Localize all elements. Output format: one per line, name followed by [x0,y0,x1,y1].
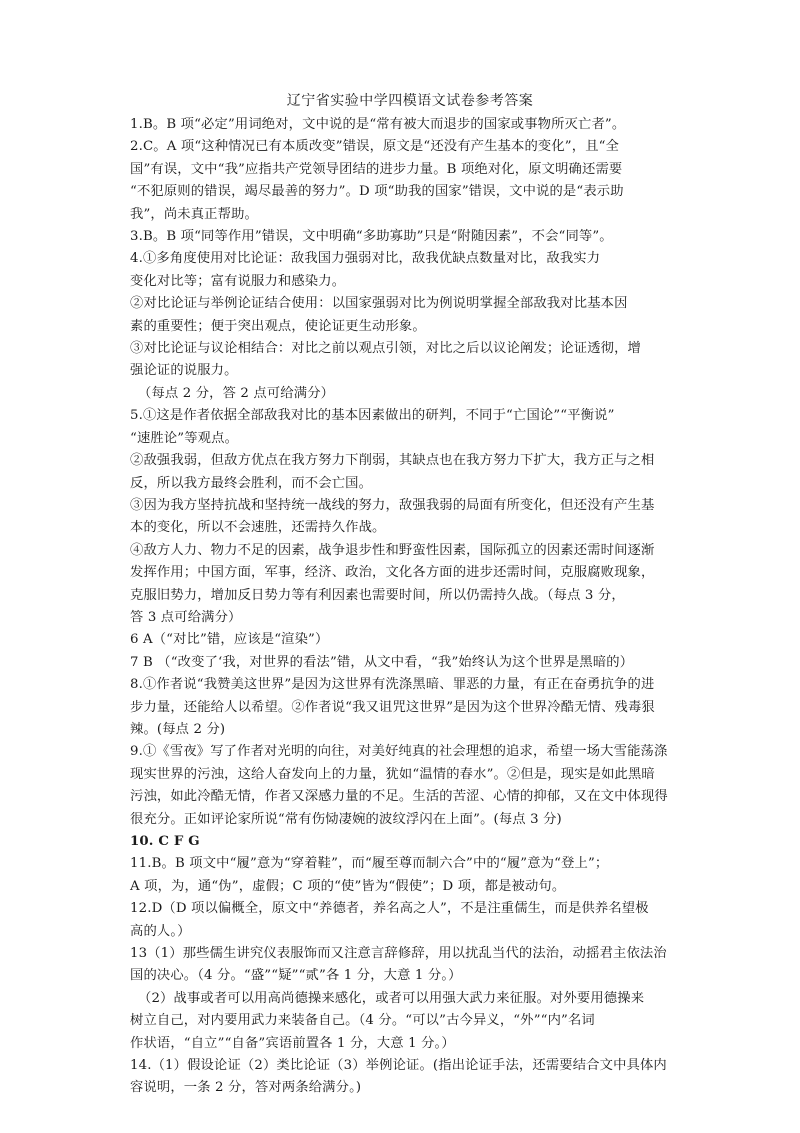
text-line: 步力量，还能给人以希望。②作者说“我又诅咒这世界”是因为这个世界冷酷无情、残毒狠 [130,699,655,715]
text-line: 作状语，“自立”“自备”宾语前置各 1 分，大意 1 分。） [130,1035,455,1051]
text-line: 5.①这是作者依据全部敌我对比的基本因素做出的研判，不同于“亡国论”“平衡说” [130,408,615,424]
text-line: 10. C F G [130,834,200,849]
text-line: 答 3 点可给满分） [130,609,242,625]
text-line: 树立自己，对内要用武力来装备自己。（4 分。“可以”古今异义，“外”“内”名词 [130,1013,595,1029]
text-line: 污浊，如此冷酷无情，作者又深感力量的不足。生活的苦涩、心情的抑郁，又在文中体现得 [130,789,668,805]
text-line: 13（1）那些儒生讲究仪表服饰而又注意言辞修辞，用以扰乱当代的法治，动摇君主依法治 [130,946,667,962]
text-line: ③对比论证与议论相结合：对比之前以观点引领，对比之后以议论阐发；论证透彻，增 [130,341,641,357]
text-line: ④敌方人力、物力不足的因素，战争退步性和野蛮性因素，国际孤立的因素还需时间逐渐 [130,542,655,558]
text-line: 本的变化，所以不会速胜，还需持久作战。 [130,520,386,536]
text-line: 国的决心。（4 分。“盛”“疑”“贰”各 1 分，大意 1 分。） [130,968,462,984]
text-line: 12.D（D 项以偏概全，原文中“养德者，养名高之人”，不是注重儒生，而是供养名望极 [130,901,649,917]
text-line: 现实世界的污浊，这给人奋发向上的力量，犹如“温情的春水”。②但是，现实是如此黑暗 [130,766,655,782]
text-line: 14.（1）假设论证（2）类比论证（3）举例论证。(指出论证手法，还需要结合文中具体内 [130,1058,667,1074]
text-line: 9.①《雪夜》写了作者对光明的向往，对美好纯真的社会理想的追求，希望一场大雪能荡涤 [130,744,668,760]
text-line: 素的重要性；便于突出观点，使论证更生动形象。 [130,318,426,334]
text-line: 国”有误，文中“我”应指共产党领导团结的进步力量。B 项绝对化，原文明确还需要 [130,161,623,177]
text-line: “不犯原则的错误，竭尽最善的努力”。D 项“助我的国家”错误，文中说的是“表示助 [130,184,624,200]
text-line: 辣。(每点 2 分) [130,721,226,737]
text-line: “速胜论”等观点。 [130,430,239,446]
text-line: 6 A（“对比”错，应该是“渲染”） [130,632,329,648]
text-line: ②对比论证与举例论证结合使用：以国家强弱对比为例说明掌握全部敌我对比基本因 [130,296,628,312]
text-line: 4.①多角度使用对比论证：敌我国力强弱对比，敌我优缺点数量对比，敌我实力 [130,251,601,267]
text-line: （每点 2 分，答 2 点可给满分） [138,385,335,401]
text-line: 发挥作用；中国方面，军事，经济、政治，文化各方面的进步还需时间，克服腐败现象， [130,565,655,581]
text-line: ②敌强我弱，但敌方优点在我方努力下削弱，其缺点也在我方努力下扩大，我方正与之相 [130,453,655,469]
text-line: 3.B。B 项“同等作用”错误，文中明确“多助寡助”只是“附随因素”，不会“同等”。 [130,229,613,245]
text-line: A 项，为，通“伪”，虚假；C 项的“使”皆为“假使”；D 项，都是被动句。 [130,878,566,894]
text-line: 我”，尚未真正帮助。 [130,206,258,222]
text-line: ③因为我方坚持抗战和坚持统一战线的努力，敌强我弱的局面有所变化，但还没有产生基 [130,497,655,513]
text-line: 2.C。A 项“这种情况已有本质改变”错误，原文是“还没有产生基本的变化”，且“全 [130,139,620,155]
text-line: 容说明，一条 2 分，答对两条给满分。) [130,1080,362,1096]
page-title: 辽宁省实验中学四模语文试卷参考答案 [286,93,534,109]
answer-sheet [130,90,690,1100]
text-line: 很充分。正如评论家所说“常有伤恸凄婉的波纹浮闪在上面”。(每点 3 分) [130,811,562,827]
text-line: 1.B。B 项“必定”用词绝对，文中说的是“常有被大而退步的国家或事物所灭亡者”。 [130,117,626,132]
text-line: 11.B。B 项文中“履”意为“穿着鞋”，而“履至尊而制六合”中的“履”意为“登上”； [130,856,609,872]
text-line: 7 B （“改变了‘我，对世界的看法”错，从文中看，“我”始终认为这个世界是黑暗的） [130,654,634,670]
text-line: （2）战事或者可以用高尚德操来感化，或者可以用强大武力来征服。对外要用德操来 [138,990,645,1006]
text-line: 8.①作者说“我赞美这世界”是因为这世界有洗涤黑暗、罪恶的力量，有正在奋勇抗争的进 [130,677,655,693]
text-line: 克服旧势力，增加反日势力等有利因素也需要时间，所以仍需持久战。（每点 3 分， [130,587,625,603]
text-line: 反，所以我方最终会胜利，而不会亡国。 [130,475,373,491]
text-line: 强论证的说服力。 [130,363,238,379]
answer-body [130,114,690,1100]
text-line: 高的人。） [130,923,191,939]
text-line: 变化对比等；富有说服力和感染力。 [130,273,346,289]
